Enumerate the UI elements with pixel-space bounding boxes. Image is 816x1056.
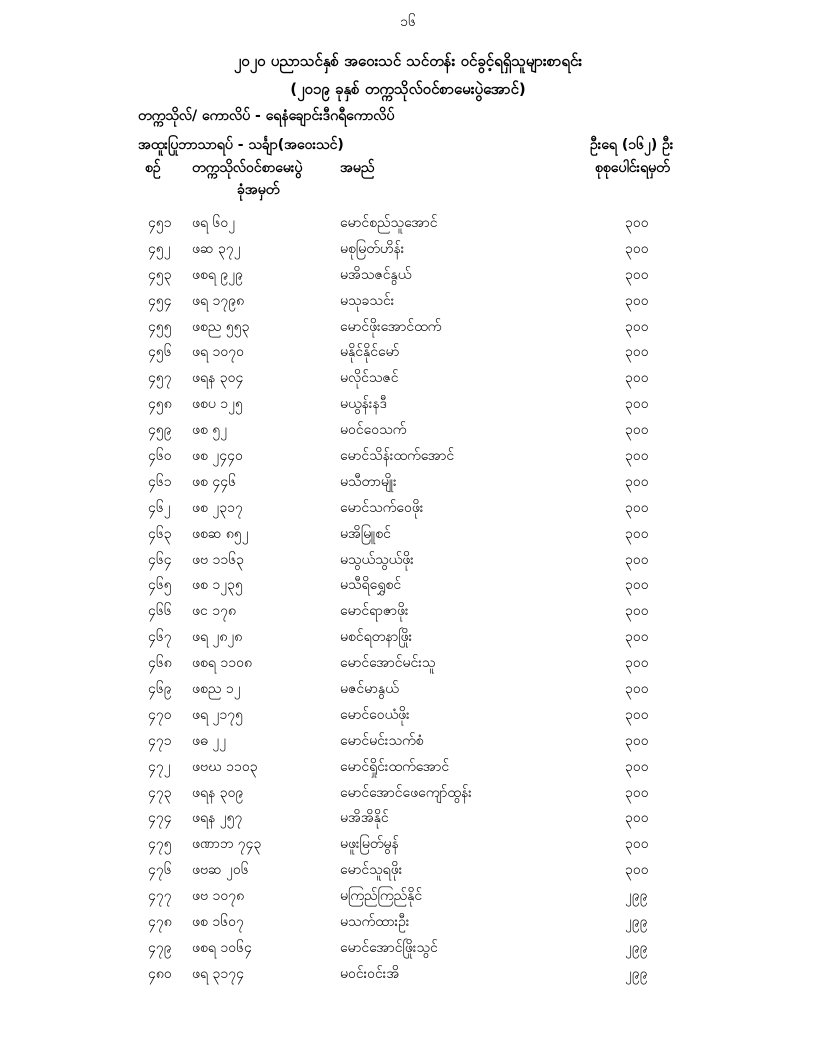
serial-no: ၄၆၃ (148, 525, 172, 542)
university-label: တက္ကသိုလ်/ ကောလိပ် - ရေနံချောင်းဒီဂရီကောလိပ် (138, 108, 395, 124)
serial-no: ၄၆၉ (148, 681, 172, 698)
student-name: မောင်မင်းသက်စံ (340, 732, 424, 749)
roll-number: ဖစ ၂၄၄၀ (192, 448, 243, 465)
total-marks: ၃၀၀ (625, 655, 649, 672)
roll-number: ဖစရ ၁၁၀၈ (192, 655, 252, 672)
serial-no: ၄၇၇ (148, 888, 172, 905)
student-name: မသီရိရွှေစင် (340, 577, 402, 594)
total-marks: ၂၉၉ (625, 939, 648, 956)
serial-no: ၄၅၂ (148, 240, 171, 257)
total-marks: ၃၀၀ (625, 396, 649, 413)
roll-number: ဖရန ၃၀၉ (192, 784, 244, 801)
student-name: မောင်အောင်မင်းသူ (340, 655, 436, 672)
roll-number: ဖစ ၁၂၃၅ (192, 577, 243, 594)
table-row (0, 806, 816, 832)
student-name: မစုမြတ်ဟိန်း (340, 240, 405, 257)
student-name: မအိမြူစင် (340, 525, 391, 542)
total-marks: ၃၀၀ (625, 862, 649, 879)
student-name: မဝင်ဝေသက် (340, 422, 407, 439)
table-row (0, 884, 816, 910)
table-row (0, 340, 816, 366)
roll-number: ဖင ၁၇၈ (192, 603, 236, 620)
table-row (0, 315, 816, 341)
student-name: မဝင်းဝင်းအိ (340, 965, 400, 982)
total-marks: ၃၀၀ (625, 292, 649, 309)
total-marks: ၃၀၀ (625, 706, 649, 723)
total-marks: ၃၀၀ (625, 577, 649, 594)
table-row (0, 625, 816, 651)
roll-number: ဖရ ၂၈၂၈ (192, 629, 243, 646)
total-marks: ၃၀၀ (625, 499, 649, 516)
student-name: မနိုင်နိုင်မော် (340, 344, 400, 361)
roll-number: ဖစ ၂၃၁၇ (192, 499, 243, 516)
table-row (0, 211, 816, 237)
serial-no: ၄၆၈ (148, 655, 172, 672)
table-row (0, 392, 816, 418)
student-name: မောင်သက်ဝေဖိုး (340, 499, 424, 516)
table-row (0, 418, 816, 444)
serial-no: ၄၆၀ (148, 448, 172, 465)
major-label: အထူးပြုဘာသာရပ် - သင်္ချာ(အဝေးသင်) (138, 137, 344, 153)
student-name: မောင်သူရဖိုး (340, 862, 403, 879)
table-row (0, 910, 816, 936)
table-row (0, 548, 816, 574)
total-marks: ၃၀၀ (625, 240, 649, 257)
roll-number: ဖဗ ၁၁၆၃ (192, 551, 244, 568)
document-subtitle: (၂၀၁၉ ခုနှစ် တက္ကသိုလ်ဝင်စာမေးပွဲအောင်) (290, 80, 526, 98)
roll-number: ဖရန ၃၀၄ (192, 370, 244, 387)
student-name: မကြည်ကြည်နိုင် (340, 888, 423, 905)
header-total-marks: စုစုပေါင်းရမှတ် (595, 160, 670, 176)
header-name: အမည် (340, 160, 375, 176)
total-marks: ၃၀၀ (625, 318, 649, 335)
student-name: မအိအိနိုင် (340, 810, 389, 827)
total-marks: ၃၀၀ (625, 266, 649, 283)
total-marks: ၃၀၀ (625, 551, 649, 568)
student-name: မသွယ်သွယ်ဖိုး (340, 551, 414, 568)
serial-no: ၄၈၀ (148, 965, 172, 982)
page-number: ၁၆ (400, 14, 416, 30)
roll-number: ဖရ ၂၁၇၅ (192, 706, 243, 723)
roll-number: ဖရ ၃၁၇၄ (192, 965, 244, 982)
roll-number: ဖရ ၁၇၉၈ (192, 292, 245, 309)
total-marks: ၃၀၀ (625, 473, 649, 490)
roll-number: ဖရ ၁၀၇၀ (192, 344, 244, 361)
table-row (0, 729, 816, 755)
table-row (0, 263, 816, 289)
header-serial-no: စဉ် (145, 160, 161, 176)
table-row (0, 289, 816, 315)
serial-no: ၄၇၆ (148, 862, 172, 879)
total-marks: ၃၀၀ (625, 422, 649, 439)
student-name: မသီတာမျိုး (340, 473, 397, 490)
total-marks: ၂၉၉ (625, 914, 648, 931)
total-marks: ၃၀၀ (625, 732, 649, 749)
total-marks: ၃၀၀ (625, 681, 649, 698)
serial-no: ၄၆၅ (148, 577, 172, 594)
roll-number: ဖစ ၅၂ (192, 422, 228, 439)
serial-no: ၄၆၂ (148, 499, 171, 516)
total-marks: ၃၀၀ (625, 370, 649, 387)
table-row (0, 522, 816, 548)
table-row (0, 858, 816, 884)
student-name: မဖူးမြတ်မွန် (340, 836, 399, 853)
table-row (0, 755, 816, 781)
document-title: ၂၀၂၀ ပညာသင်နှစ် အဝေးသင် သင်တန်း ဝင်ခွင့်ရရှိသူများစာရင်း (233, 52, 583, 70)
roll-number: ဖရ ၆၀၂ (192, 215, 236, 231)
serial-no: ၄၇၂ (148, 758, 171, 775)
serial-no: ၄၆၄ (148, 551, 172, 568)
student-name: မသုခသင်း (340, 292, 395, 309)
student-name: မောင်ရာဇာဖိုး (340, 603, 409, 620)
student-name: မောင်အောင်ဖြိုးသွင် (340, 939, 438, 956)
serial-no: ၄၇၅ (148, 836, 172, 853)
roll-number: ဖဆ ၃၇၂ (192, 240, 241, 257)
total-count: ဦးရေ (၁၆၂) ဦး (590, 137, 674, 153)
table-row (0, 496, 816, 522)
table-row (0, 237, 816, 263)
student-name: မအိသဇင်နွယ် (340, 266, 412, 283)
total-marks: ၃၀၀ (625, 836, 649, 853)
student-name: မဇင်မာနွယ် (340, 681, 399, 698)
table-row (0, 651, 816, 677)
roll-number: ဖစရ ၁၀၆၄ (192, 939, 252, 956)
total-marks: ၃၀၀ (625, 525, 649, 542)
table-row (0, 573, 816, 599)
student-list (0, 211, 816, 988)
serial-no: ၄၇၈ (148, 914, 172, 931)
roll-number: ဖဗ ၁၀၇၈ (192, 888, 245, 905)
table-row (0, 366, 816, 392)
serial-no: ၄၇၉ (148, 939, 172, 956)
serial-no: ၄၅၃ (148, 266, 172, 283)
roll-number: ဖစည ၅၅၃ (192, 318, 250, 335)
roll-number: ဖစပ ၁၂၅ (192, 396, 243, 413)
roll-number: ဖစ ၄၄၆ (192, 473, 236, 490)
student-name: မောင်အောင်ဖေကျော်ထွန်း (340, 784, 472, 801)
table-row (0, 599, 816, 625)
table-row (0, 962, 816, 988)
roll-number: ဖဗဆ ၂၀၆ (192, 862, 249, 879)
roll-number: ဖစည ၁၂ (192, 681, 241, 698)
student-name: မသက်ထားဦး (340, 914, 410, 931)
header-roll-number: တက္ကသိုလ်ဝင်စာမေးပွဲ (192, 160, 303, 176)
serial-no: ၄၅၇ (148, 370, 172, 387)
roll-number: ဖရန ၂၅၇ (192, 810, 243, 827)
total-marks: ၃၀၀ (625, 810, 649, 827)
serial-no: ၄၆၆ (148, 603, 172, 620)
serial-no: ၄၅၈ (148, 396, 172, 413)
roll-number: ဖစရ ၉၂၉ (192, 266, 243, 283)
serial-no: ၄၇၄ (148, 810, 172, 827)
serial-no: ၄၅၆ (148, 344, 172, 361)
serial-no: ၄၇၀ (148, 706, 172, 723)
student-name: မောင်ဖိုးအောင်ထက် (340, 318, 442, 335)
total-marks: ၃၀၀ (625, 629, 649, 646)
serial-no: ၄၅၁ (148, 215, 172, 231)
total-marks: ၂၉၉ (625, 965, 648, 982)
roll-number: ဖစ ၁၆၀၇ (192, 914, 244, 931)
roll-number: ဖစဆ ၈၅၂ (192, 525, 249, 542)
roll-number: ဖဏာဘ ၇၄၃ (192, 836, 262, 853)
student-name: မောင်ရှိုင်းထက်အောင် (340, 758, 450, 775)
header-roll-number-line2: ခုံအမှတ် (237, 182, 280, 198)
total-marks: ၃၀၀ (625, 758, 649, 775)
table-row (0, 677, 816, 703)
student-name: မောင်သိန်းထက်အောင် (340, 448, 455, 465)
student-name: မစင်ရတနာဖြိုး (340, 629, 413, 646)
serial-no: ၄၅၅ (148, 318, 172, 335)
table-row (0, 444, 816, 470)
serial-no: ၄၆၇ (148, 629, 172, 646)
total-marks: ၂၉၉ (625, 888, 648, 905)
table-row (0, 936, 816, 962)
roll-number: ဖဓ ၂၂ (192, 732, 227, 749)
serial-no: ၄၅၄ (148, 292, 172, 309)
serial-no: ၄၅၉ (148, 422, 172, 439)
total-marks: ၃၀၀ (625, 344, 649, 361)
student-name: မလိုင်သဇင် (340, 370, 399, 387)
serial-no: ၄၆၁ (148, 473, 172, 490)
student-name: မောင်ဝေယံဖိုး (340, 706, 410, 723)
total-marks: ၃၀၀ (625, 603, 649, 620)
table-row (0, 832, 816, 858)
student-name: မယွန်းနဒီ (340, 396, 387, 413)
table-row (0, 781, 816, 807)
student-name: မောင်စည်သူအောင် (340, 215, 438, 231)
roll-number: ဖဗဃ ၁၁၀၃ (192, 758, 258, 775)
serial-no: ၄၇၁ (148, 732, 172, 749)
total-marks: ၃၀၀ (625, 448, 649, 465)
table-row (0, 470, 816, 496)
serial-no: ၄၇၃ (148, 784, 172, 801)
total-marks: ၃၀၀ (625, 784, 649, 801)
table-row (0, 703, 816, 729)
total-marks: ၃၀၀ (625, 215, 649, 231)
